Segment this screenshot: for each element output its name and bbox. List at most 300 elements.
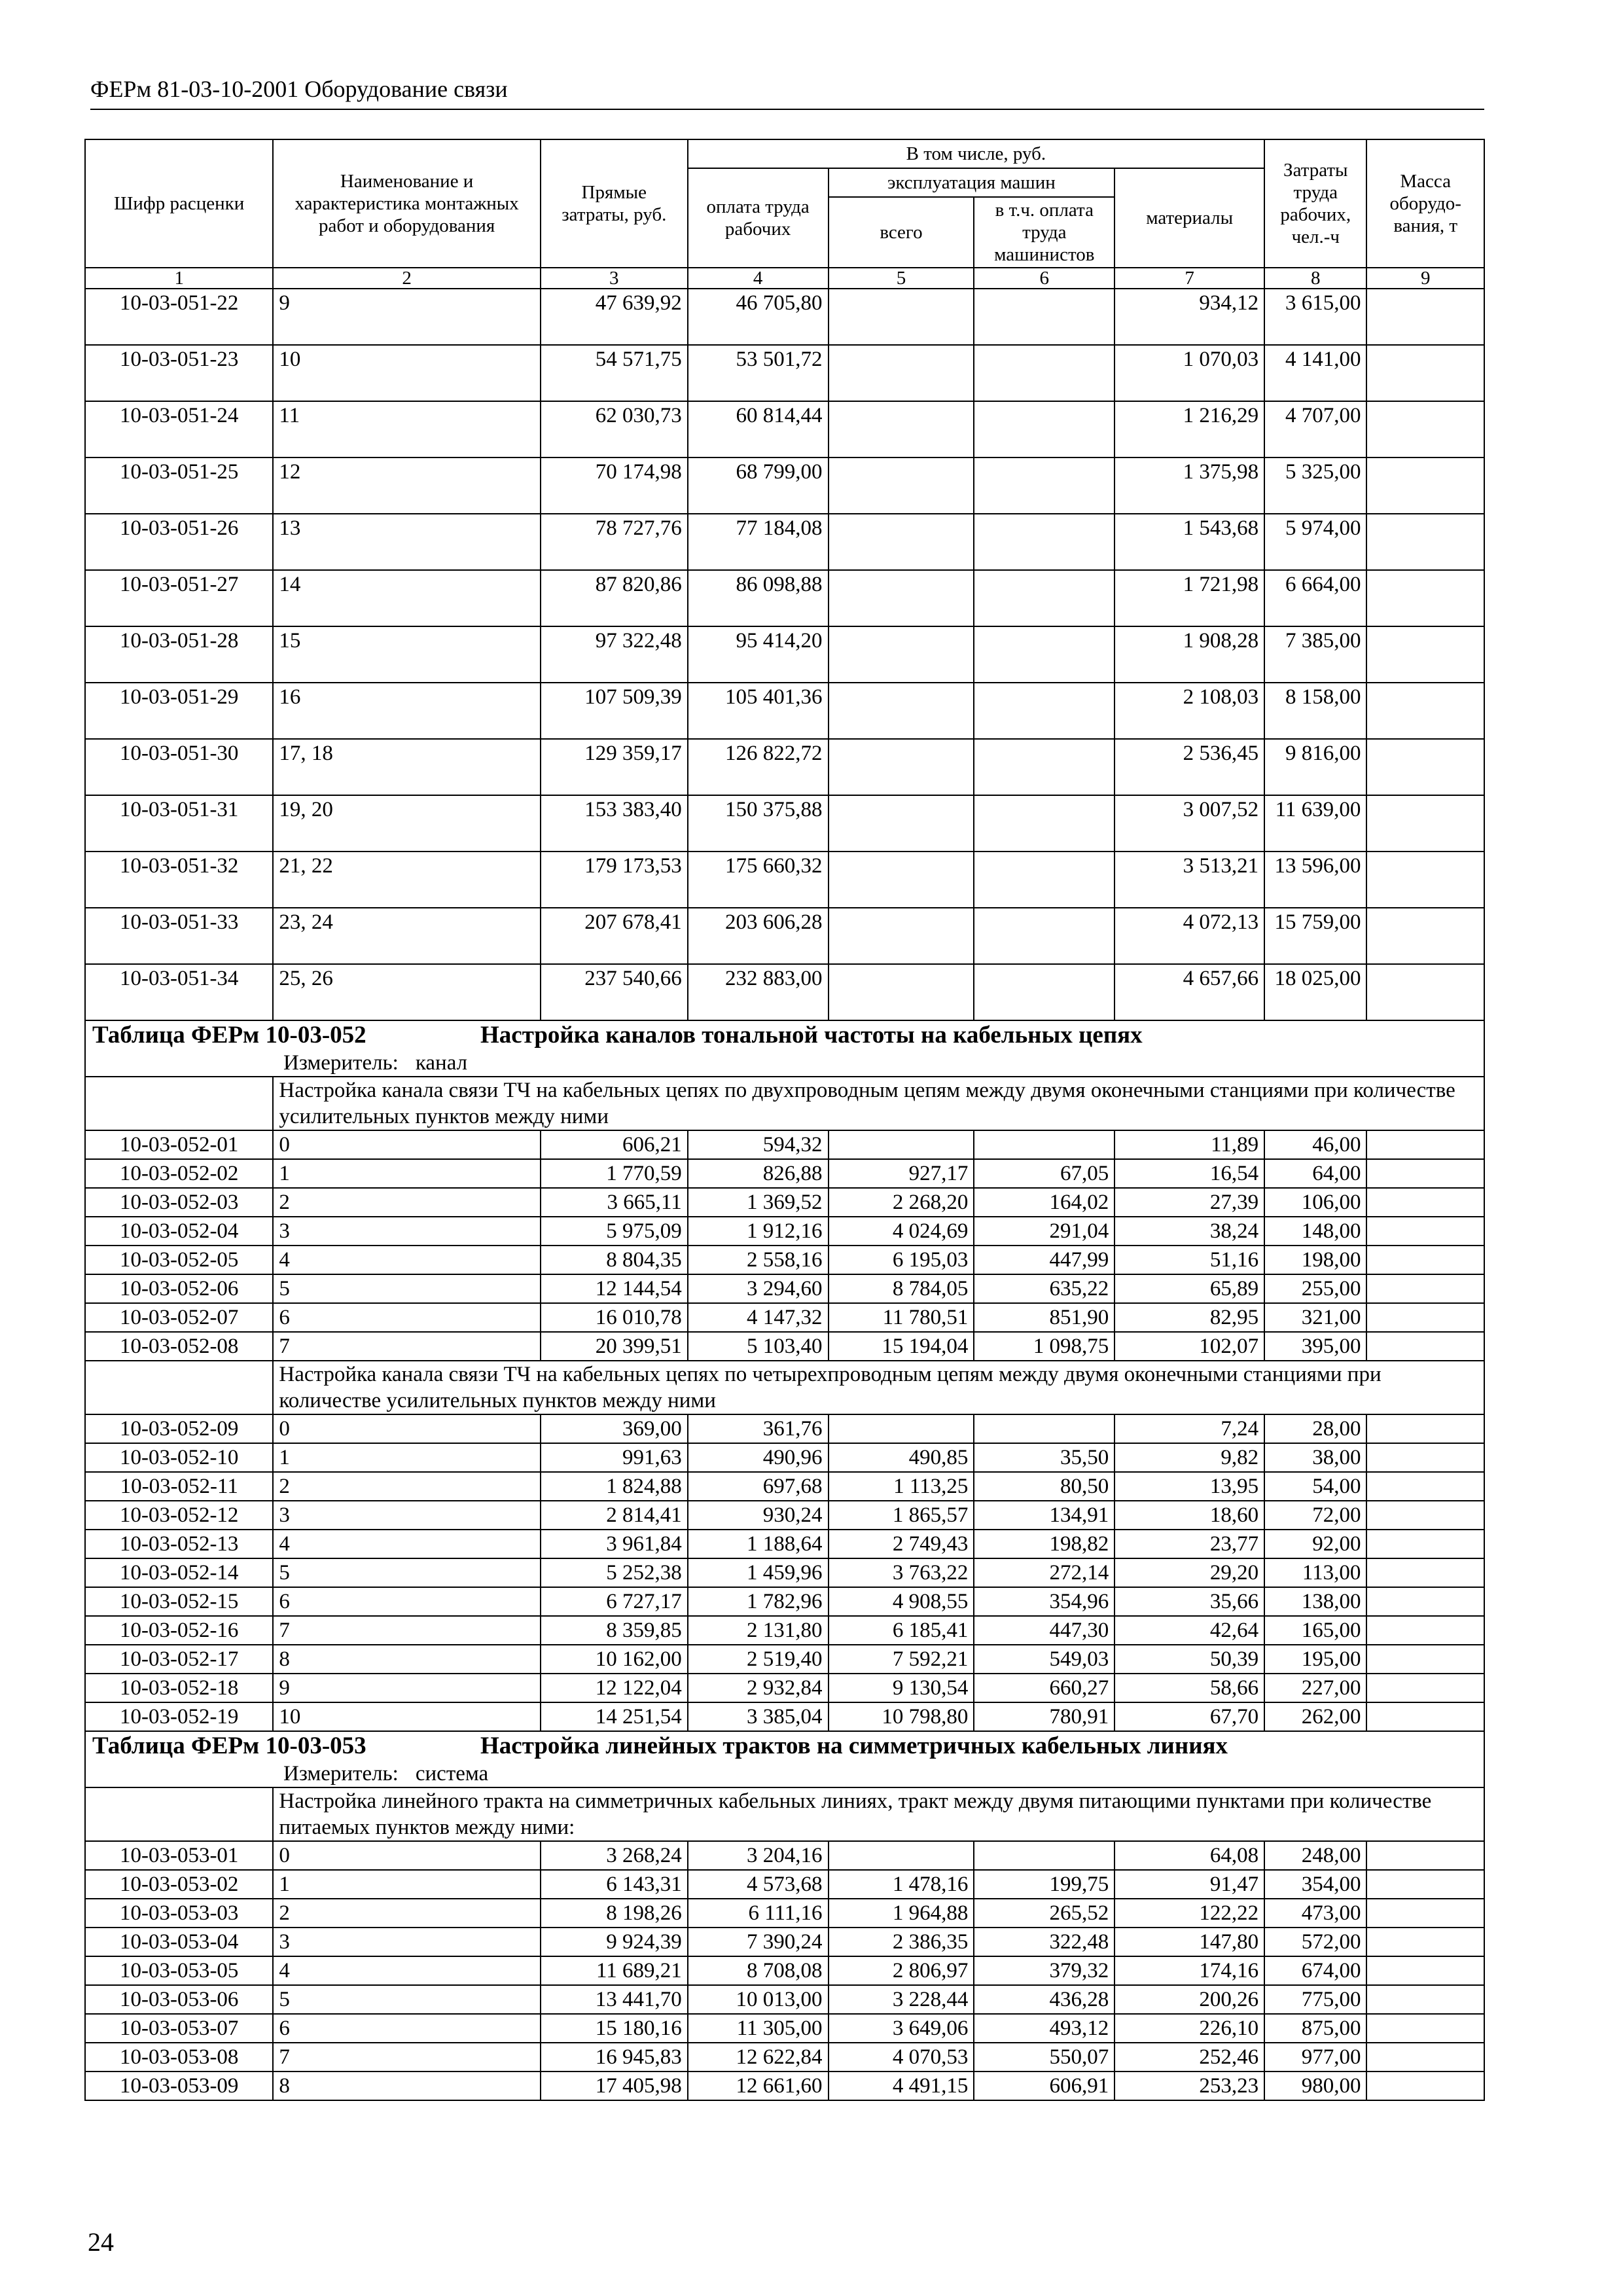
direct-costs: 6 727,17 (541, 1587, 688, 1616)
labor-pay: 6 111,16 (688, 1899, 829, 1928)
table-row (85, 1332, 1484, 1361)
equipment-mass (1366, 2014, 1484, 2043)
work-name: 25, 26 (273, 964, 540, 1020)
table-row (85, 1246, 1484, 1274)
machines-total: 15 194,04 (829, 1332, 974, 1361)
materials: 64,08 (1115, 1841, 1264, 1870)
labor-hours: 674,00 (1264, 1956, 1366, 1985)
machines-total (829, 570, 974, 626)
work-name: 1 (273, 1870, 540, 1899)
work-name: 16 (273, 683, 540, 739)
table-row (85, 964, 1484, 1020)
machines-total: 4 070,53 (829, 2043, 974, 2072)
work-name: 6 (273, 1303, 540, 1332)
table-row (85, 570, 1484, 626)
direct-costs: 13 441,70 (541, 1985, 688, 2014)
labor-hours: 28,00 (1264, 1414, 1366, 1443)
work-name: 6 (273, 2014, 540, 2043)
equipment-mass (1366, 1956, 1484, 1985)
labor-hours: 248,00 (1264, 1841, 1366, 1870)
rate-code: 10-03-052-02 (85, 1159, 273, 1188)
direct-costs: 6 143,31 (541, 1870, 688, 1899)
table-row (85, 289, 1484, 345)
table-title-row (85, 1731, 1484, 1787)
labor-pay: 361,76 (688, 1414, 829, 1443)
materials: 67,70 (1115, 1702, 1264, 1731)
equipment-mass (1366, 1645, 1484, 1674)
equipment-mass (1366, 1414, 1484, 1443)
direct-costs: 9 924,39 (541, 1928, 688, 1956)
labor-pay: 2 932,84 (688, 1674, 829, 1702)
rate-code: 10-03-051-24 (85, 401, 273, 457)
col-header-including: В том числе, руб. (688, 139, 1264, 168)
work-name: 2 (273, 1899, 540, 1928)
rate-code: 10-03-053-05 (85, 1956, 273, 1985)
materials: 91,47 (1115, 1870, 1264, 1899)
rate-code: 10-03-053-04 (85, 1928, 273, 1956)
direct-costs: 12 122,04 (541, 1674, 688, 1702)
machinists-pay: 134,91 (974, 1501, 1115, 1530)
unit-value: система (415, 1762, 489, 1785)
direct-costs: 10 162,00 (541, 1645, 688, 1674)
price-table (84, 139, 1485, 2101)
equipment-mass (1366, 1587, 1484, 1616)
labor-pay: 5 103,40 (688, 1332, 829, 1361)
machinists-pay (974, 908, 1115, 964)
labor-pay: 1 369,52 (688, 1188, 829, 1217)
labor-hours: 54,00 (1264, 1472, 1366, 1501)
machinists-pay (974, 345, 1115, 401)
direct-costs: 8 804,35 (541, 1246, 688, 1274)
materials: 174,16 (1115, 1956, 1264, 1985)
header-rule (90, 109, 1484, 110)
equipment-mass (1366, 1501, 1484, 1530)
work-name: 3 (273, 1501, 540, 1530)
rate-code: 10-03-052-03 (85, 1188, 273, 1217)
machinists-pay (974, 626, 1115, 683)
rate-code: 10-03-053-06 (85, 1985, 273, 2014)
work-name: 15 (273, 626, 540, 683)
labor-pay: 11 305,00 (688, 2014, 829, 2043)
materials: 58,66 (1115, 1674, 1264, 1702)
labor-pay: 86 098,88 (688, 570, 829, 626)
machines-total (829, 964, 974, 1020)
table-row (85, 1530, 1484, 1558)
machines-total: 8 784,05 (829, 1274, 974, 1303)
labor-hours: 92,00 (1264, 1530, 1366, 1558)
col-header-direct: Прямые затраты, руб. (541, 139, 688, 268)
labor-pay: 95 414,20 (688, 626, 829, 683)
labor-hours: 9 816,00 (1264, 739, 1366, 795)
col-header-labor-pay: оплата труда рабочих (688, 168, 829, 268)
direct-costs: 5 252,38 (541, 1558, 688, 1587)
labor-pay: 175 660,32 (688, 852, 829, 908)
work-name: 2 (273, 1188, 540, 1217)
direct-costs: 16 945,83 (541, 2043, 688, 2072)
column-number-row (85, 268, 1484, 289)
rate-code: 10-03-053-02 (85, 1870, 273, 1899)
table-row (85, 1188, 1484, 1217)
rate-code: 10-03-052-18 (85, 1674, 273, 1702)
equipment-mass (1366, 1558, 1484, 1587)
rate-code: 10-03-053-08 (85, 2043, 273, 2072)
direct-costs: 237 540,66 (541, 964, 688, 1020)
equipment-mass (1366, 626, 1484, 683)
machinists-pay: 291,04 (974, 1217, 1115, 1246)
work-name: 7 (273, 2043, 540, 2072)
table-row (85, 908, 1484, 964)
labor-pay: 10 013,00 (688, 1985, 829, 2014)
rate-code: 10-03-051-29 (85, 683, 273, 739)
machines-total: 1 865,57 (829, 1501, 974, 1530)
table-row (85, 1956, 1484, 1985)
direct-costs: 991,63 (541, 1443, 688, 1472)
rate-code: 10-03-051-22 (85, 289, 273, 345)
direct-costs: 20 399,51 (541, 1332, 688, 1361)
machines-total: 2 268,20 (829, 1188, 974, 1217)
table-row (85, 626, 1484, 683)
materials: 102,07 (1115, 1332, 1264, 1361)
machinists-pay (974, 739, 1115, 795)
rate-code: 10-03-052-07 (85, 1303, 273, 1332)
work-name: 3 (273, 1217, 540, 1246)
machinists-pay: 550,07 (974, 2043, 1115, 2072)
table-row (85, 2043, 1484, 2072)
direct-costs: 54 571,75 (541, 345, 688, 401)
labor-hours: 227,00 (1264, 1674, 1366, 1702)
machines-total: 1 113,25 (829, 1472, 974, 1501)
labor-pay: 697,68 (688, 1472, 829, 1501)
direct-costs: 62 030,73 (541, 401, 688, 457)
labor-hours: 113,00 (1264, 1558, 1366, 1587)
materials: 18,60 (1115, 1501, 1264, 1530)
labor-hours: 8 158,00 (1264, 683, 1366, 739)
machines-total (829, 852, 974, 908)
work-name: 0 (273, 1414, 540, 1443)
equipment-mass (1366, 570, 1484, 626)
equipment-mass (1366, 2043, 1484, 2072)
labor-hours: 15 759,00 (1264, 908, 1366, 964)
equipment-mass (1366, 908, 1484, 964)
rate-code: 10-03-052-09 (85, 1414, 273, 1443)
rate-code: 10-03-051-32 (85, 852, 273, 908)
work-name: 21, 22 (273, 852, 540, 908)
labor-pay: 490,96 (688, 1443, 829, 1472)
equipment-mass (1366, 1674, 1484, 1702)
materials: 1 070,03 (1115, 345, 1264, 401)
machines-total (829, 289, 974, 345)
rate-code: 10-03-053-09 (85, 2072, 273, 2100)
equipment-mass (1366, 289, 1484, 345)
column-number: 2 (273, 268, 540, 289)
equipment-mass (1366, 514, 1484, 570)
machinists-pay: 199,75 (974, 1870, 1115, 1899)
machines-total: 3 649,06 (829, 2014, 974, 2043)
table-row (85, 1558, 1484, 1587)
rate-code: 10-03-051-23 (85, 345, 273, 401)
materials: 35,66 (1115, 1587, 1264, 1616)
description-blank (85, 1077, 273, 1130)
labor-pay: 3 294,60 (688, 1274, 829, 1303)
materials: 122,22 (1115, 1899, 1264, 1928)
rate-code: 10-03-053-01 (85, 1841, 273, 1870)
labor-hours: 18 025,00 (1264, 964, 1366, 1020)
labor-pay: 150 375,88 (688, 795, 829, 852)
work-name: 9 (273, 289, 540, 345)
equipment-mass (1366, 1443, 1484, 1472)
work-name: 19, 20 (273, 795, 540, 852)
materials: 226,10 (1115, 2014, 1264, 2043)
table-row (85, 514, 1484, 570)
machinists-pay: 354,96 (974, 1587, 1115, 1616)
rate-code: 10-03-052-13 (85, 1530, 273, 1558)
machines-total: 3 763,22 (829, 1558, 974, 1587)
materials: 4 657,66 (1115, 964, 1264, 1020)
labor-hours: 6 664,00 (1264, 570, 1366, 626)
work-name: 5 (273, 1274, 540, 1303)
machines-total: 6 185,41 (829, 1616, 974, 1645)
labor-pay: 826,88 (688, 1159, 829, 1188)
materials: 82,95 (1115, 1303, 1264, 1332)
direct-costs: 12 144,54 (541, 1274, 688, 1303)
labor-pay: 203 606,28 (688, 908, 829, 964)
rate-code: 10-03-052-12 (85, 1501, 273, 1530)
equipment-mass (1366, 1928, 1484, 1956)
labor-hours: 64,00 (1264, 1159, 1366, 1188)
labor-hours: 106,00 (1264, 1188, 1366, 1217)
direct-costs: 17 405,98 (541, 2072, 688, 2100)
rate-code: 10-03-052-17 (85, 1645, 273, 1674)
work-name: 10 (273, 345, 540, 401)
labor-pay: 1 782,96 (688, 1587, 829, 1616)
rate-code: 10-03-052-10 (85, 1443, 273, 1472)
work-name: 8 (273, 2072, 540, 2100)
rate-code: 10-03-051-33 (85, 908, 273, 964)
machinists-pay: 493,12 (974, 2014, 1115, 2043)
work-name: 4 (273, 1956, 540, 1985)
labor-hours: 198,00 (1264, 1246, 1366, 1274)
work-name: 5 (273, 1985, 540, 2014)
materials: 11,89 (1115, 1130, 1264, 1159)
section-description: Настройка линейного тракта на симметричных кабельных линиях, тракт между двумя питающими пунктами при количестве питаемых пунктов между ними: (273, 1787, 1484, 1841)
col-header-machines-total: всего (829, 197, 974, 268)
labor-hours: 4 141,00 (1264, 345, 1366, 401)
direct-costs: 8 359,85 (541, 1616, 688, 1645)
machines-total: 11 780,51 (829, 1303, 974, 1332)
machinists-pay: 35,50 (974, 1443, 1115, 1472)
machinists-pay: 447,30 (974, 1616, 1115, 1645)
table-row (85, 1616, 1484, 1645)
machines-total (829, 908, 974, 964)
machines-total: 4 908,55 (829, 1587, 974, 1616)
labor-pay: 53 501,72 (688, 345, 829, 401)
equipment-mass (1366, 795, 1484, 852)
description-row (85, 1787, 1484, 1841)
materials: 934,12 (1115, 289, 1264, 345)
work-name: 12 (273, 457, 540, 514)
equipment-mass (1366, 1246, 1484, 1274)
direct-costs: 3 665,11 (541, 1188, 688, 1217)
labor-pay: 1 912,16 (688, 1217, 829, 1246)
labor-hours: 5 974,00 (1264, 514, 1366, 570)
work-name: 0 (273, 1130, 540, 1159)
machines-total (829, 457, 974, 514)
equipment-mass (1366, 1870, 1484, 1899)
labor-pay: 68 799,00 (688, 457, 829, 514)
machinists-pay: 379,32 (974, 1956, 1115, 1985)
equipment-mass (1366, 1472, 1484, 1501)
work-name: 17, 18 (273, 739, 540, 795)
rate-code: 10-03-051-27 (85, 570, 273, 626)
machines-total (829, 1414, 974, 1443)
machines-total: 1 964,88 (829, 1899, 974, 1928)
work-name: 2 (273, 1472, 540, 1501)
direct-costs: 70 174,98 (541, 457, 688, 514)
labor-pay: 7 390,24 (688, 1928, 829, 1956)
labor-pay: 8 708,08 (688, 1956, 829, 1985)
rate-code: 10-03-052-05 (85, 1246, 273, 1274)
section-description: Настройка канала связи ТЧ на кабельных цепях по двухпроводным цепям между двумя оконечными станциями при количестве усилительных пунктов между ними (273, 1077, 1484, 1130)
labor-pay: 232 883,00 (688, 964, 829, 1020)
labor-pay: 12 661,60 (688, 2072, 829, 2100)
direct-costs: 207 678,41 (541, 908, 688, 964)
labor-hours: 262,00 (1264, 1702, 1366, 1731)
work-name: 7 (273, 1616, 540, 1645)
labor-hours: 980,00 (1264, 2072, 1366, 2100)
direct-costs: 3 268,24 (541, 1841, 688, 1870)
equipment-mass (1366, 401, 1484, 457)
machinists-pay (974, 683, 1115, 739)
materials: 29,20 (1115, 1558, 1264, 1587)
work-name: 9 (273, 1674, 540, 1702)
table-row (85, 1985, 1484, 2014)
equipment-mass (1366, 1188, 1484, 1217)
materials: 27,39 (1115, 1188, 1264, 1217)
direct-costs: 11 689,21 (541, 1956, 688, 1985)
table-label: Таблица ФЕРм 10-03-053 (92, 1732, 366, 1759)
description-row (85, 1077, 1484, 1130)
materials: 65,89 (1115, 1274, 1264, 1303)
materials: 7,24 (1115, 1414, 1264, 1443)
equipment-mass (1366, 1130, 1484, 1159)
equipment-mass (1366, 964, 1484, 1020)
machines-total: 490,85 (829, 1443, 974, 1472)
materials: 3 513,21 (1115, 852, 1264, 908)
labor-pay: 2 519,40 (688, 1645, 829, 1674)
rate-code: 10-03-052-06 (85, 1274, 273, 1303)
work-name: 1 (273, 1159, 540, 1188)
table-row (85, 1674, 1484, 1702)
machines-total: 6 195,03 (829, 1246, 974, 1274)
table-row (85, 1501, 1484, 1530)
unit-label: Измеритель: (283, 1762, 399, 1785)
rate-code: 10-03-051-31 (85, 795, 273, 852)
labor-hours: 38,00 (1264, 1443, 1366, 1472)
rate-code: 10-03-052-11 (85, 1472, 273, 1501)
table-row (85, 1472, 1484, 1501)
machines-total: 927,17 (829, 1159, 974, 1188)
machinists-pay: 1 098,75 (974, 1332, 1115, 1361)
col-header-machinists: в т.ч. оплата труда машинистов (974, 197, 1115, 268)
machinists-pay (974, 457, 1115, 514)
table-label: Таблица ФЕРм 10-03-052 (92, 1022, 366, 1049)
direct-costs: 369,00 (541, 1414, 688, 1443)
table-title-cell (85, 1020, 1484, 1077)
section-description: Настройка канала связи ТЧ на кабельных цепях по четырехпроводным цепям между двумя оконечными станциями при количестве усилительных пунктов между ними (273, 1361, 1484, 1414)
table-row (85, 1414, 1484, 1443)
machinists-pay (974, 852, 1115, 908)
direct-costs: 129 359,17 (541, 739, 688, 795)
labor-hours: 354,00 (1264, 1870, 1366, 1899)
labor-pay: 126 822,72 (688, 739, 829, 795)
unit-line (92, 1761, 1477, 1787)
work-name: 0 (273, 1841, 540, 1870)
labor-pay: 3 204,16 (688, 1841, 829, 1870)
equipment-mass (1366, 683, 1484, 739)
machines-total (829, 683, 974, 739)
labor-hours: 5 325,00 (1264, 457, 1366, 514)
labor-pay: 77 184,08 (688, 514, 829, 570)
work-name: 6 (273, 1587, 540, 1616)
machines-total: 2 749,43 (829, 1530, 974, 1558)
equipment-mass (1366, 1159, 1484, 1188)
materials: 23,77 (1115, 1530, 1264, 1558)
equipment-mass (1366, 739, 1484, 795)
machinists-pay: 164,02 (974, 1188, 1115, 1217)
machines-total (829, 345, 974, 401)
rate-code: 10-03-052-16 (85, 1616, 273, 1645)
labor-hours: 572,00 (1264, 1928, 1366, 1956)
labor-hours: 13 596,00 (1264, 852, 1366, 908)
rate-code: 10-03-053-07 (85, 2014, 273, 2043)
rate-code: 10-03-052-08 (85, 1332, 273, 1361)
table-row (85, 401, 1484, 457)
machinists-pay (974, 401, 1115, 457)
machinists-pay: 780,91 (974, 1702, 1115, 1731)
direct-costs: 179 173,53 (541, 852, 688, 908)
machinists-pay: 851,90 (974, 1303, 1115, 1332)
materials: 13,95 (1115, 1472, 1264, 1501)
machinists-pay: 436,28 (974, 1985, 1115, 2014)
labor-pay: 3 385,04 (688, 1702, 829, 1731)
unit-value: канал (415, 1051, 468, 1075)
machines-total (829, 401, 974, 457)
labor-hours: 11 639,00 (1264, 795, 1366, 852)
work-name: 4 (273, 1246, 540, 1274)
labor-hours: 977,00 (1264, 2043, 1366, 2072)
table-row (85, 1928, 1484, 1956)
machinists-pay: 272,14 (974, 1558, 1115, 1587)
work-name: 13 (273, 514, 540, 570)
table-row (85, 739, 1484, 795)
table-row (85, 2072, 1484, 2100)
rate-code: 10-03-052-01 (85, 1130, 273, 1159)
rate-code: 10-03-051-28 (85, 626, 273, 683)
column-number: 4 (688, 268, 829, 289)
page-number: 24 (88, 2227, 114, 2257)
table-row (85, 1702, 1484, 1731)
table-row (85, 852, 1484, 908)
work-name: 14 (273, 570, 540, 626)
col-header-materials: материалы (1115, 168, 1264, 268)
machinists-pay: 198,82 (974, 1530, 1115, 1558)
machinists-pay: 447,99 (974, 1246, 1115, 1274)
machinists-pay (974, 1130, 1115, 1159)
table-title: Настройка линейных трактов на симметричных кабельных линиях (480, 1732, 1228, 1759)
unit-label: Измеритель: (283, 1051, 399, 1075)
direct-costs: 15 180,16 (541, 2014, 688, 2043)
direct-costs: 153 383,40 (541, 795, 688, 852)
